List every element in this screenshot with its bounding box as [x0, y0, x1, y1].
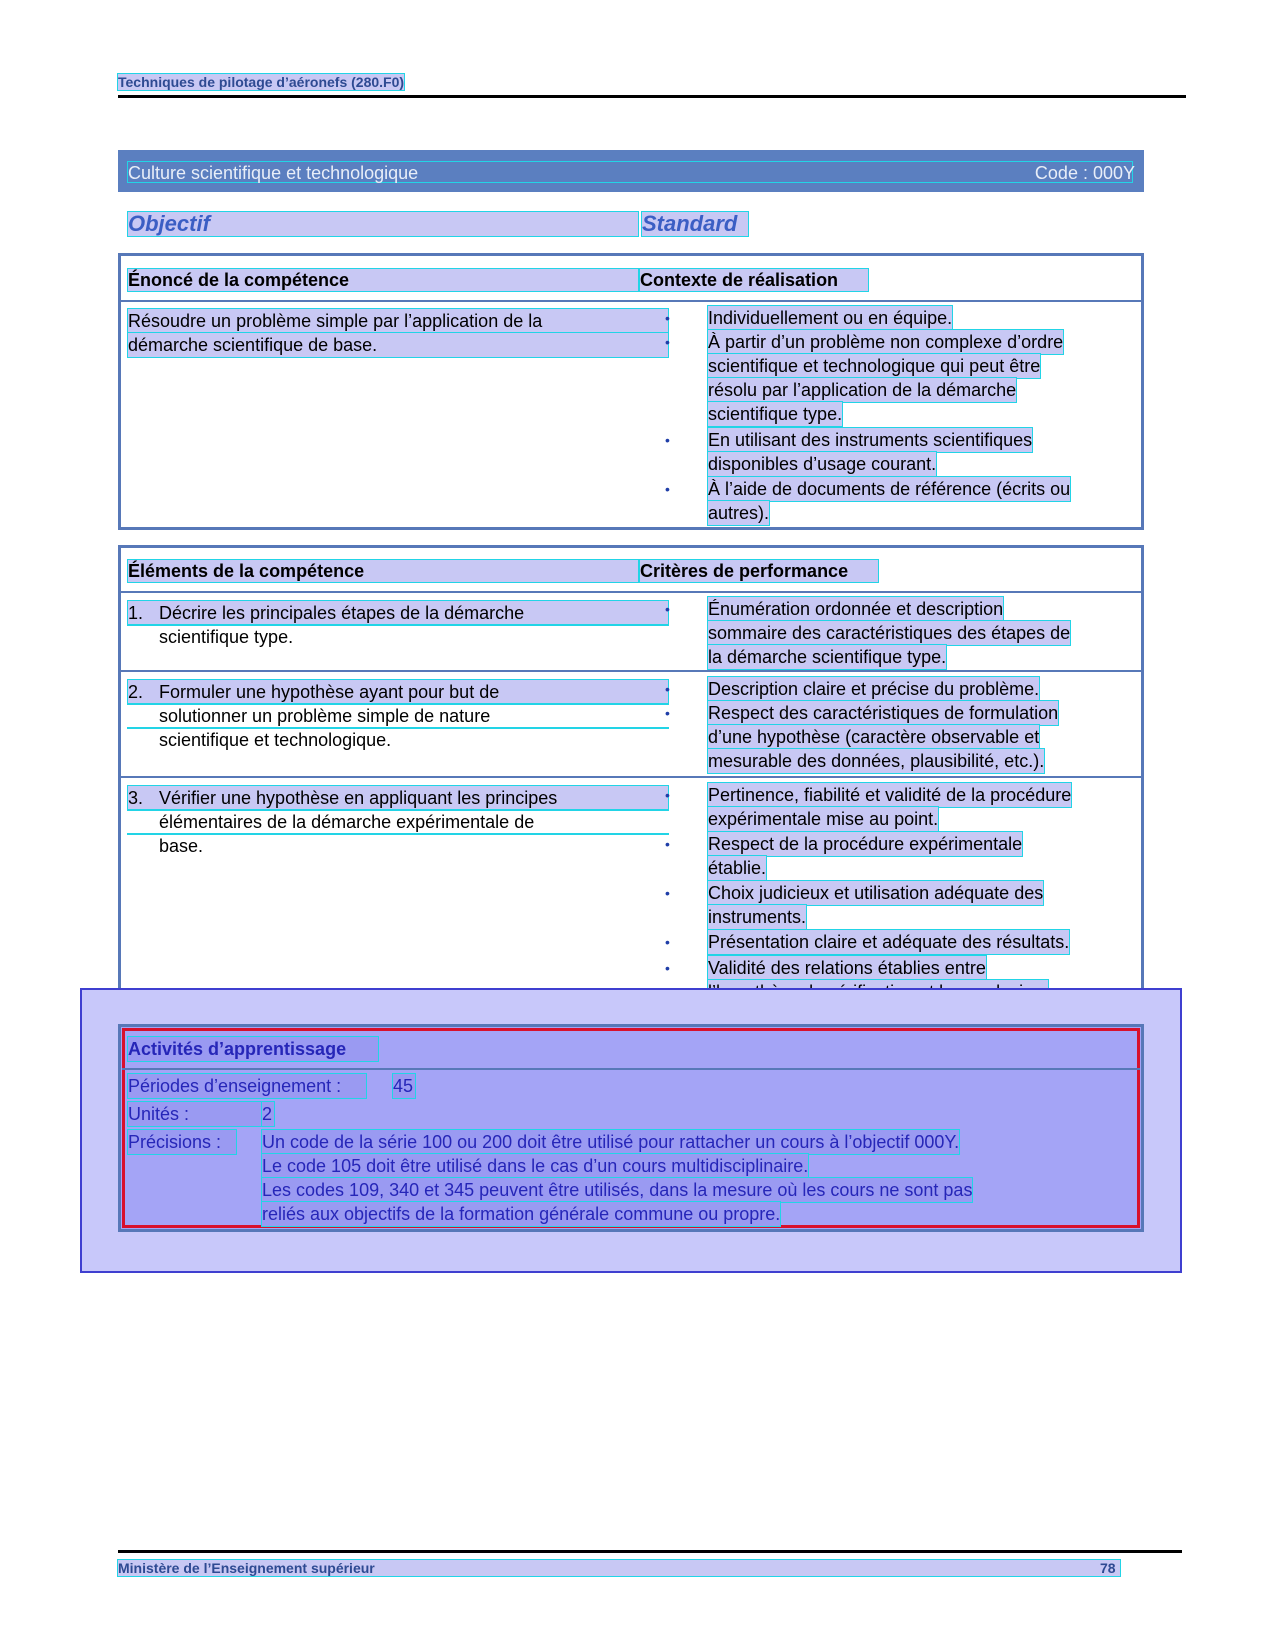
criterion-text: établie. — [708, 858, 767, 878]
units-value: 2 — [262, 1104, 273, 1124]
context-text: résolu par l’application de la démarche — [708, 380, 1017, 400]
bullet-icon: • — [665, 601, 670, 617]
bullet-icon: • — [665, 885, 670, 901]
activities-divider — [122, 1068, 1140, 1070]
criterion-text: expérimentale mise au point. — [708, 809, 939, 829]
context-header: Contexte de réalisation — [640, 269, 868, 291]
row-divider — [118, 776, 1144, 778]
bullet-icon: • — [665, 787, 670, 803]
bullet-icon: • — [665, 934, 670, 950]
element-text: Formuler une hypothèse ayant pour but de — [159, 682, 500, 702]
header-rule — [118, 95, 1186, 98]
program-title: Techniques de pilotage d’aéronefs (280.F0) — [118, 74, 405, 90]
precision-line: reliés aux objectifs de la formation générale commune ou propre. — [262, 1204, 781, 1224]
objectif-heading: Objectif — [128, 212, 638, 236]
precision-line: Le code 105 doit être utilisé dans le cas d’un cours multidisciplinaire. — [262, 1156, 809, 1176]
competence-statement-header: Énoncé de la compétence — [128, 269, 638, 291]
course-code: Code : 000Y — [1034, 163, 1135, 183]
context-text: Individuellement ou en équipe. — [708, 308, 953, 328]
precisions-label: Précisions : — [128, 1130, 236, 1154]
row-divider — [118, 670, 1144, 672]
bullet-icon: • — [665, 310, 670, 326]
element-text: solutionner un problème simple de nature — [159, 706, 491, 726]
element-text: scientifique type. — [159, 627, 294, 647]
element-number: 3. — [128, 788, 144, 808]
element-line — [128, 601, 668, 625]
context-text: À partir d’un problème non complexe d’ordre — [708, 332, 1064, 352]
criterion-text: Présentation claire et adéquate des résultats. — [708, 932, 1070, 952]
precision-line: Les codes 109, 340 et 345 peuvent être utilisés, dans la mesure où les cours ne sont pas — [262, 1180, 973, 1200]
context-text: En utilisant des instruments scientifiques — [708, 430, 1033, 450]
activities-title: Activités d’apprentissage — [128, 1037, 378, 1061]
bullet-icon: • — [665, 481, 670, 497]
bullet-icon: • — [665, 960, 670, 976]
footer-rule — [118, 1550, 1182, 1553]
criterion-text: Énumération ordonnée et description — [708, 599, 1004, 619]
competence-header-divider — [118, 300, 1144, 302]
footer-ministry: Ministère de l’Enseignement supérieur — [118, 1560, 1120, 1576]
bullet-icon: • — [665, 432, 670, 448]
elements-header-divider — [118, 591, 1144, 593]
context-text: À l’aide de documents de référence (écrits ou — [708, 479, 1071, 499]
periods-value: 45 — [393, 1076, 414, 1096]
bullet-icon: • — [665, 681, 670, 697]
criterion-text: sommaire des caractéristiques des étapes de — [708, 623, 1071, 643]
element-number: 1. — [128, 603, 144, 623]
competence-statement-line: Résoudre un problème simple par l’application de la — [128, 309, 668, 333]
periods-label: Périodes d’enseignement : — [128, 1074, 366, 1098]
context-text: autres). — [708, 503, 770, 523]
context-text: disponibles d’usage courant. — [708, 454, 937, 474]
element-text: base. — [159, 836, 204, 856]
course-title: Culture scientifique et technologique — [128, 163, 419, 183]
precision-line: Un code de la série 100 ou 200 doit être utilisé pour rattacher un cours à l’objectif 000Y. — [262, 1132, 960, 1152]
element-text: élémentaires de la démarche expérimentale de — [159, 812, 535, 832]
element-text: scientifique et technologique. — [159, 730, 392, 750]
elements-header: Éléments de la compétence — [128, 560, 638, 582]
context-text: scientifique et technologique qui peut être — [708, 356, 1041, 376]
criterion-text: Choix judicieux et utilisation adéquate des — [708, 883, 1044, 903]
element-text: Vérifier une hypothèse en appliquant les principes — [159, 788, 558, 808]
criterion-text: Respect des caractéristiques de formulation — [708, 703, 1059, 723]
criterion-text: la démarche scientifique type. — [708, 647, 947, 667]
page-number: 78 — [1100, 1560, 1116, 1576]
units-label: Unités : — [128, 1102, 268, 1126]
criterion-text: instruments. — [708, 907, 807, 927]
competence-statement-line: démarche scientifique de base. — [128, 333, 668, 357]
criterion-text: mesurable des données, plausibilité, etc.). — [708, 751, 1045, 771]
standard-heading: Standard — [642, 212, 748, 236]
criterion-text: Description claire et précise du problème. — [708, 679, 1040, 699]
element-text: Décrire les principales étapes de la démarche — [159, 603, 525, 623]
criteria-header: Critères de performance — [640, 560, 878, 582]
bullet-icon: • — [665, 334, 670, 350]
criterion-text: Validité des relations établies entre — [708, 958, 986, 978]
criterion-text: Respect de la procédure expérimentale — [708, 834, 1023, 854]
element-number: 2. — [128, 682, 144, 702]
bullet-icon: • — [665, 836, 670, 852]
criterion-text: Pertinence, fiabilité et validité de la procédure — [708, 785, 1072, 805]
element-line — [128, 786, 668, 810]
context-text: scientifique type. — [708, 404, 843, 424]
element-line — [128, 680, 668, 704]
criterion-text: d’une hypothèse (caractère observable et — [708, 727, 1040, 747]
bullet-icon: • — [665, 705, 670, 721]
